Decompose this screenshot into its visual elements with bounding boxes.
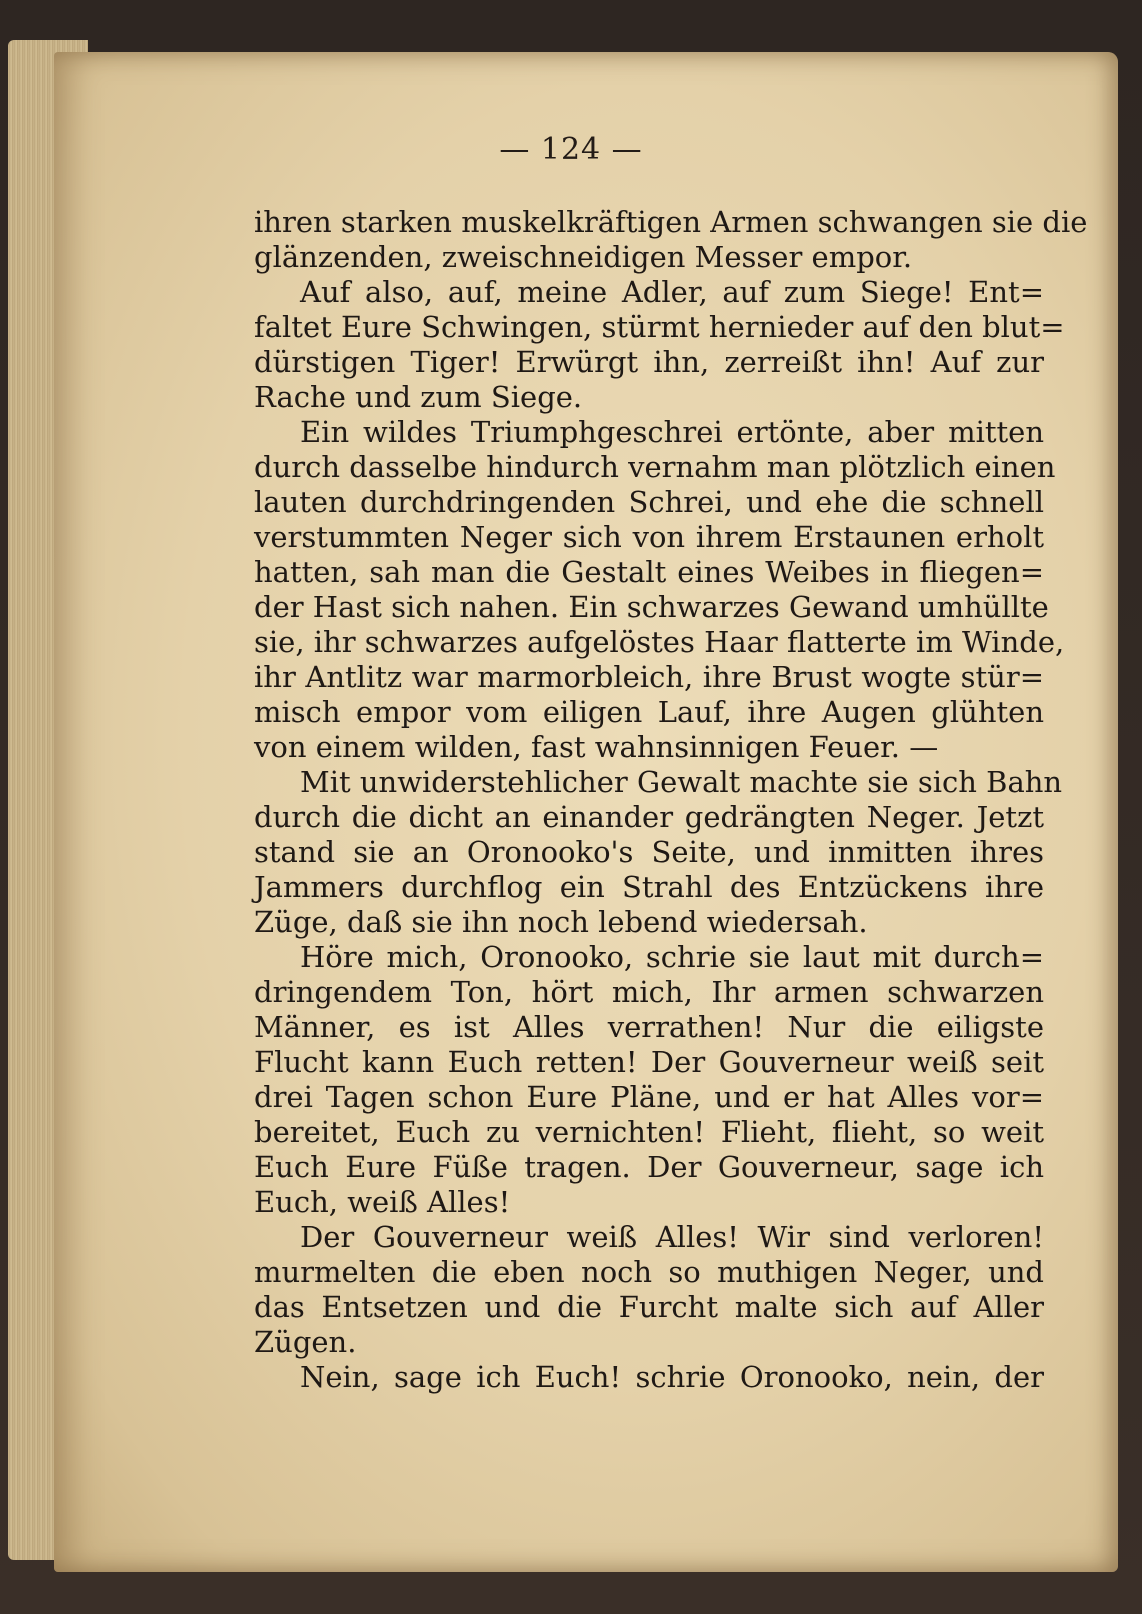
text-line: faltet Eure Schwingen, stürmt hernieder auf den blut=	[254, 310, 1065, 344]
text-line: Der Gouverneur weiß Alles! Wir sind verloren!	[300, 1220, 1044, 1254]
text-line: Züge, daß sie ihn noch lebend wiedersah.	[254, 905, 868, 939]
text-line: Ein wildes Triumphgeschrei ertönte, aber mitten	[300, 415, 1044, 449]
text-line: von einem wilden, fast wahnsinnigen Feuer. —	[254, 730, 939, 764]
text-line: Nein, sage ich Euch! schrie Oronooko, nein, der	[300, 1360, 1044, 1394]
text-line: dürstigen Tiger! Erwürgt ihn, zerreißt ihn! Auf zur	[254, 345, 1044, 379]
text-line: Auf also, auf, meine Adler, auf zum Siege! Ent=	[300, 275, 1044, 309]
text-line: Zügen.	[254, 1325, 357, 1359]
text-line: glänzenden, zweischneidigen Messer empor.	[254, 240, 913, 274]
text-line: Jammers durchflog ein Strahl des Entzückens ihre	[254, 870, 1044, 904]
text-line: ihren starken muskelkräftigen Armen schwangen sie die	[254, 205, 1088, 239]
text-line: Euch Eure Füße tragen. Der Gouverneur, sage ich	[254, 1150, 1044, 1184]
text-line: durch die dicht an einander gedrängten Neger. Jetzt	[254, 800, 1044, 834]
body-text	[254, 205, 1088, 1395]
text-line: Männer, es ist Alles verrathen! Nur die eiligste	[254, 1010, 1044, 1044]
text-line: Euch, weiß Alles!	[254, 1185, 511, 1219]
text-line: Rache und zum Siege.	[254, 380, 583, 414]
text-line: sie, ihr schwarzes aufgelöstes Haar flatterte im Winde,	[254, 625, 1065, 659]
page-number: — 124 —	[499, 132, 643, 167]
text-line: hatten, sah man die Gestalt eines Weibes in fliegen=	[254, 555, 1044, 589]
text-line: misch empor vom eiligen Lauf, ihre Augen glühten	[254, 695, 1044, 729]
text-line: bereitet, Euch zu vernichten! Flieht, flieht, so weit	[254, 1115, 1044, 1149]
text-line: Höre mich, Oronooko, schrie sie laut mit durch=	[300, 940, 1044, 974]
text-line: drei Tagen schon Eure Pläne, und er hat Alles vor=	[254, 1080, 1044, 1114]
text-line: das Entsetzen und die Furcht malte sich auf Aller	[254, 1290, 1044, 1324]
text-line: Flucht kann Euch retten! Der Gouverneur weiß seit	[254, 1045, 1044, 1079]
text-line: ihr Antlitz war marmorbleich, ihre Brust wogte stür=	[254, 660, 1044, 694]
text-line: lauten durchdringenden Schrei, und ehe die schnell	[254, 485, 1044, 519]
text-line: durch dasselbe hindurch vernahm man plötzlich einen	[254, 450, 1056, 484]
text-line: verstummten Neger sich von ihrem Erstaunen erholt	[254, 520, 1044, 554]
text-line: murmelten die eben noch so muthigen Neger, und	[254, 1255, 1044, 1289]
text-line: stand sie an Oronooko's Seite, und inmitten ihres	[254, 835, 1044, 869]
text-line: der Hast sich nahen. Ein schwarzes Gewand umhüllte	[254, 590, 1049, 624]
text-line: dringendem Ton, hört mich, Ihr armen schwarzen	[254, 975, 1044, 1009]
text-line: Mit unwiderstehlicher Gewalt machte sie sich Bahn	[300, 765, 1063, 799]
